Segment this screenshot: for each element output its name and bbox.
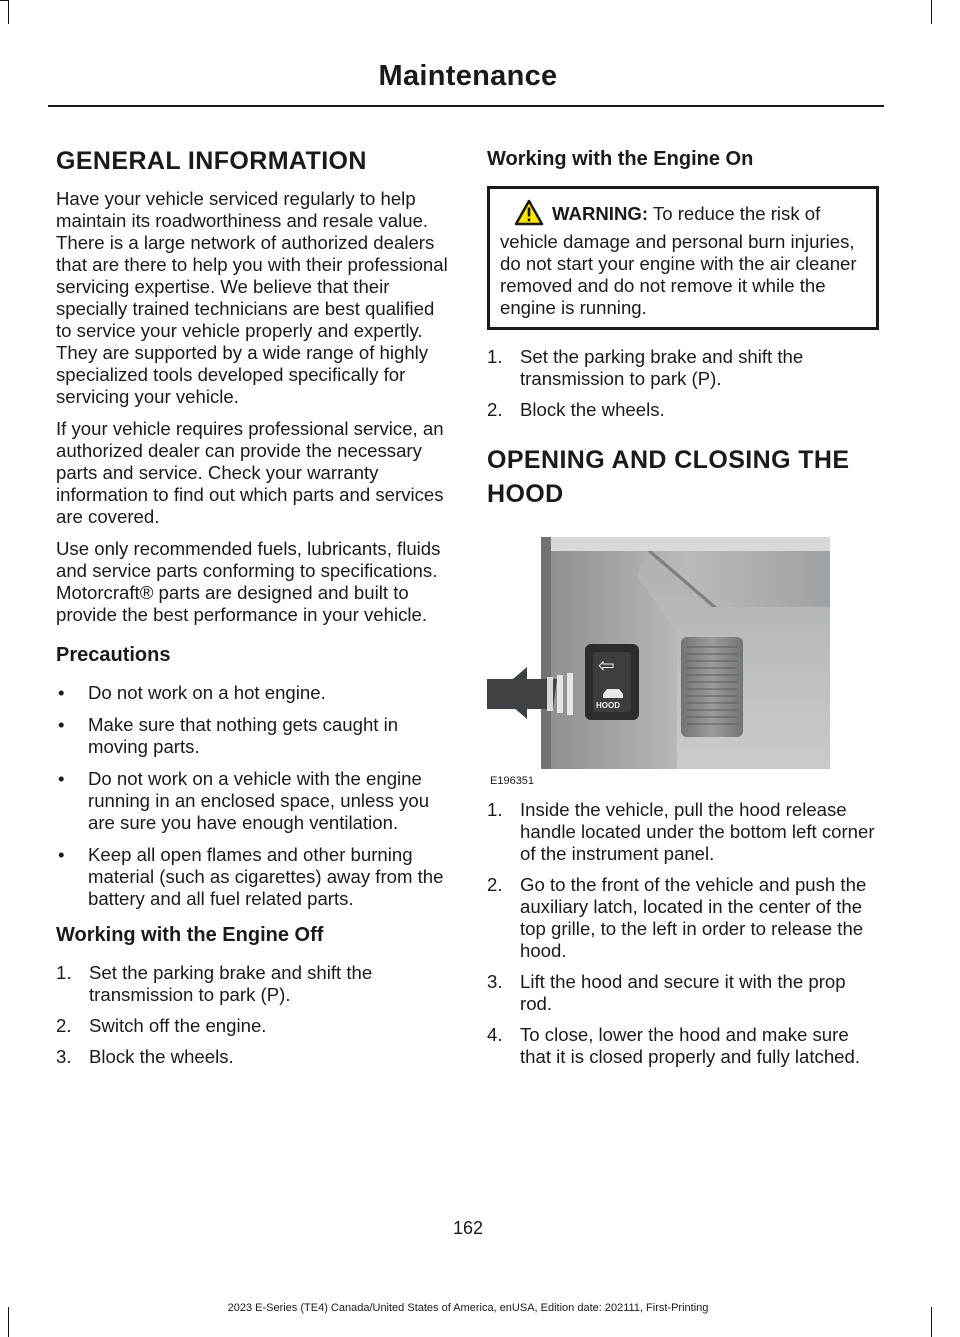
list-item-text: Do not work on a hot engine. [88, 682, 326, 703]
list-item-text: Keep all open flames and other burning material (such as cigarettes) away from the battery and all fuel related parts. [88, 844, 444, 909]
step-text: To close, lower the hood and make sure that it is closed properly and fully latched. [520, 1024, 861, 1067]
step-number: 3. [487, 971, 503, 992]
list-item [56, 714, 448, 758]
step-number: 3. [56, 1046, 72, 1067]
paragraph: If your vehicle requires professional service, an authorized dealer can provide the necessary parts and service. Check your warranty information to find out which parts and services are covered. [56, 418, 444, 527]
precautions-list [56, 682, 448, 910]
step-number: 4. [487, 1024, 503, 1045]
hood-heading-line: OPENING AND CLOSING THE [487, 446, 850, 474]
crop-mark [0, 0, 8, 1]
engine-on-steps [487, 346, 879, 421]
list-item [56, 962, 448, 1006]
list-item [56, 1015, 448, 1037]
paragraph: Have your vehicle serviced regularly to help maintain its roadworthiness and resale value. There is a large network of authorized dealers that are there to help you with their professional servicing expertise. We believe that their specially trained technicians are best qualified to service your vehicle properly and expertly. They are supported by a wide range of highly specialized tools developed specifically for servicing your vehicle. [56, 188, 448, 407]
right-column [487, 146, 879, 1080]
bullet: • [58, 682, 65, 703]
list-item [487, 1024, 879, 1068]
hood-heading [487, 445, 879, 509]
list-item [487, 399, 879, 421]
step-text: Lift the hood and secure it with the prop rod. [520, 971, 846, 1014]
general-information-heading: GENERAL INFORMATION [56, 147, 367, 175]
engine-on-heading: Working with the Engine On [487, 148, 754, 170]
paragraph: Use only recommended fuels, lubricants, fluids and service parts conforming to specifications. Motorcraft® parts are designed and built to provide the best performance in your vehicle. [56, 538, 441, 625]
list-item [56, 1046, 448, 1068]
step-text: Go to the front of the vehicle and push the auxiliary latch, located in the center of the top grille, to the left in order to release the hood. [520, 874, 867, 961]
step-number: 2. [487, 399, 503, 420]
figure-code: E196351 [490, 775, 535, 787]
list-item [56, 682, 448, 704]
page-number: 162 [452, 1218, 484, 1238]
hood-heading-line: HOOD [487, 480, 564, 508]
step-number: 1. [56, 962, 72, 983]
warning-text: To reduce the risk of vehicle damage and personal burn injuries, do not start your engine with the air cleaner removed and do not remove it while the engine is running. [500, 203, 857, 318]
list-item [56, 844, 448, 910]
header-divider [48, 105, 884, 107]
step-number: 1. [487, 346, 503, 367]
bullet: • [58, 844, 65, 865]
crop-mark [931, 0, 932, 24]
step-number: 2. [56, 1015, 72, 1036]
precautions-heading: Precautions [56, 644, 171, 666]
engine-off-steps [56, 962, 448, 1068]
list-item [487, 874, 879, 962]
hood-arrow-icon: ⇦ [598, 655, 615, 677]
bullet: • [58, 768, 65, 789]
hood-release-figure [487, 537, 879, 787]
crop-mark [8, 0, 9, 24]
warning-label: WARNING: [552, 203, 649, 224]
step-text: Set the parking brake and shift the transmission to park (P). [89, 962, 373, 1005]
list-item [487, 971, 879, 1015]
hood-steps [487, 799, 879, 1068]
hood-label: HOOD [596, 701, 620, 710]
left-column [56, 146, 448, 1080]
list-item-text: Make sure that nothing gets caught in moving parts. [88, 714, 399, 757]
step-text: Inside the vehicle, pull the hood release handle located under the bottom left corner of the instrument panel. [520, 799, 875, 864]
engine-off-heading: Working with the Engine Off [56, 924, 324, 946]
step-number: 2. [487, 874, 503, 895]
list-item [487, 346, 879, 390]
hood-release-illustration [487, 537, 879, 777]
step-text: Set the parking brake and shift the transmission to park (P). [520, 346, 804, 389]
step-text: Switch off the engine. [89, 1015, 267, 1036]
warning-triangle-icon [514, 199, 544, 231]
list-item [56, 768, 448, 834]
page-title: Maintenance [378, 60, 558, 92]
warning-box [487, 186, 879, 330]
step-number: 1. [487, 799, 503, 820]
step-text: Block the wheels. [89, 1046, 234, 1067]
list-item-text: Do not work on a vehicle with the engine running in an enclosed space, unless you are sure you have enough ventilation. [88, 768, 430, 833]
bullet: • [58, 714, 65, 735]
footer-text: 2023 E-Series (TE4) Canada/United States of America, enUSA, Edition date: 202111, First-Printing [227, 1302, 709, 1314]
step-text: Block the wheels. [520, 399, 665, 420]
list-item [487, 799, 879, 865]
